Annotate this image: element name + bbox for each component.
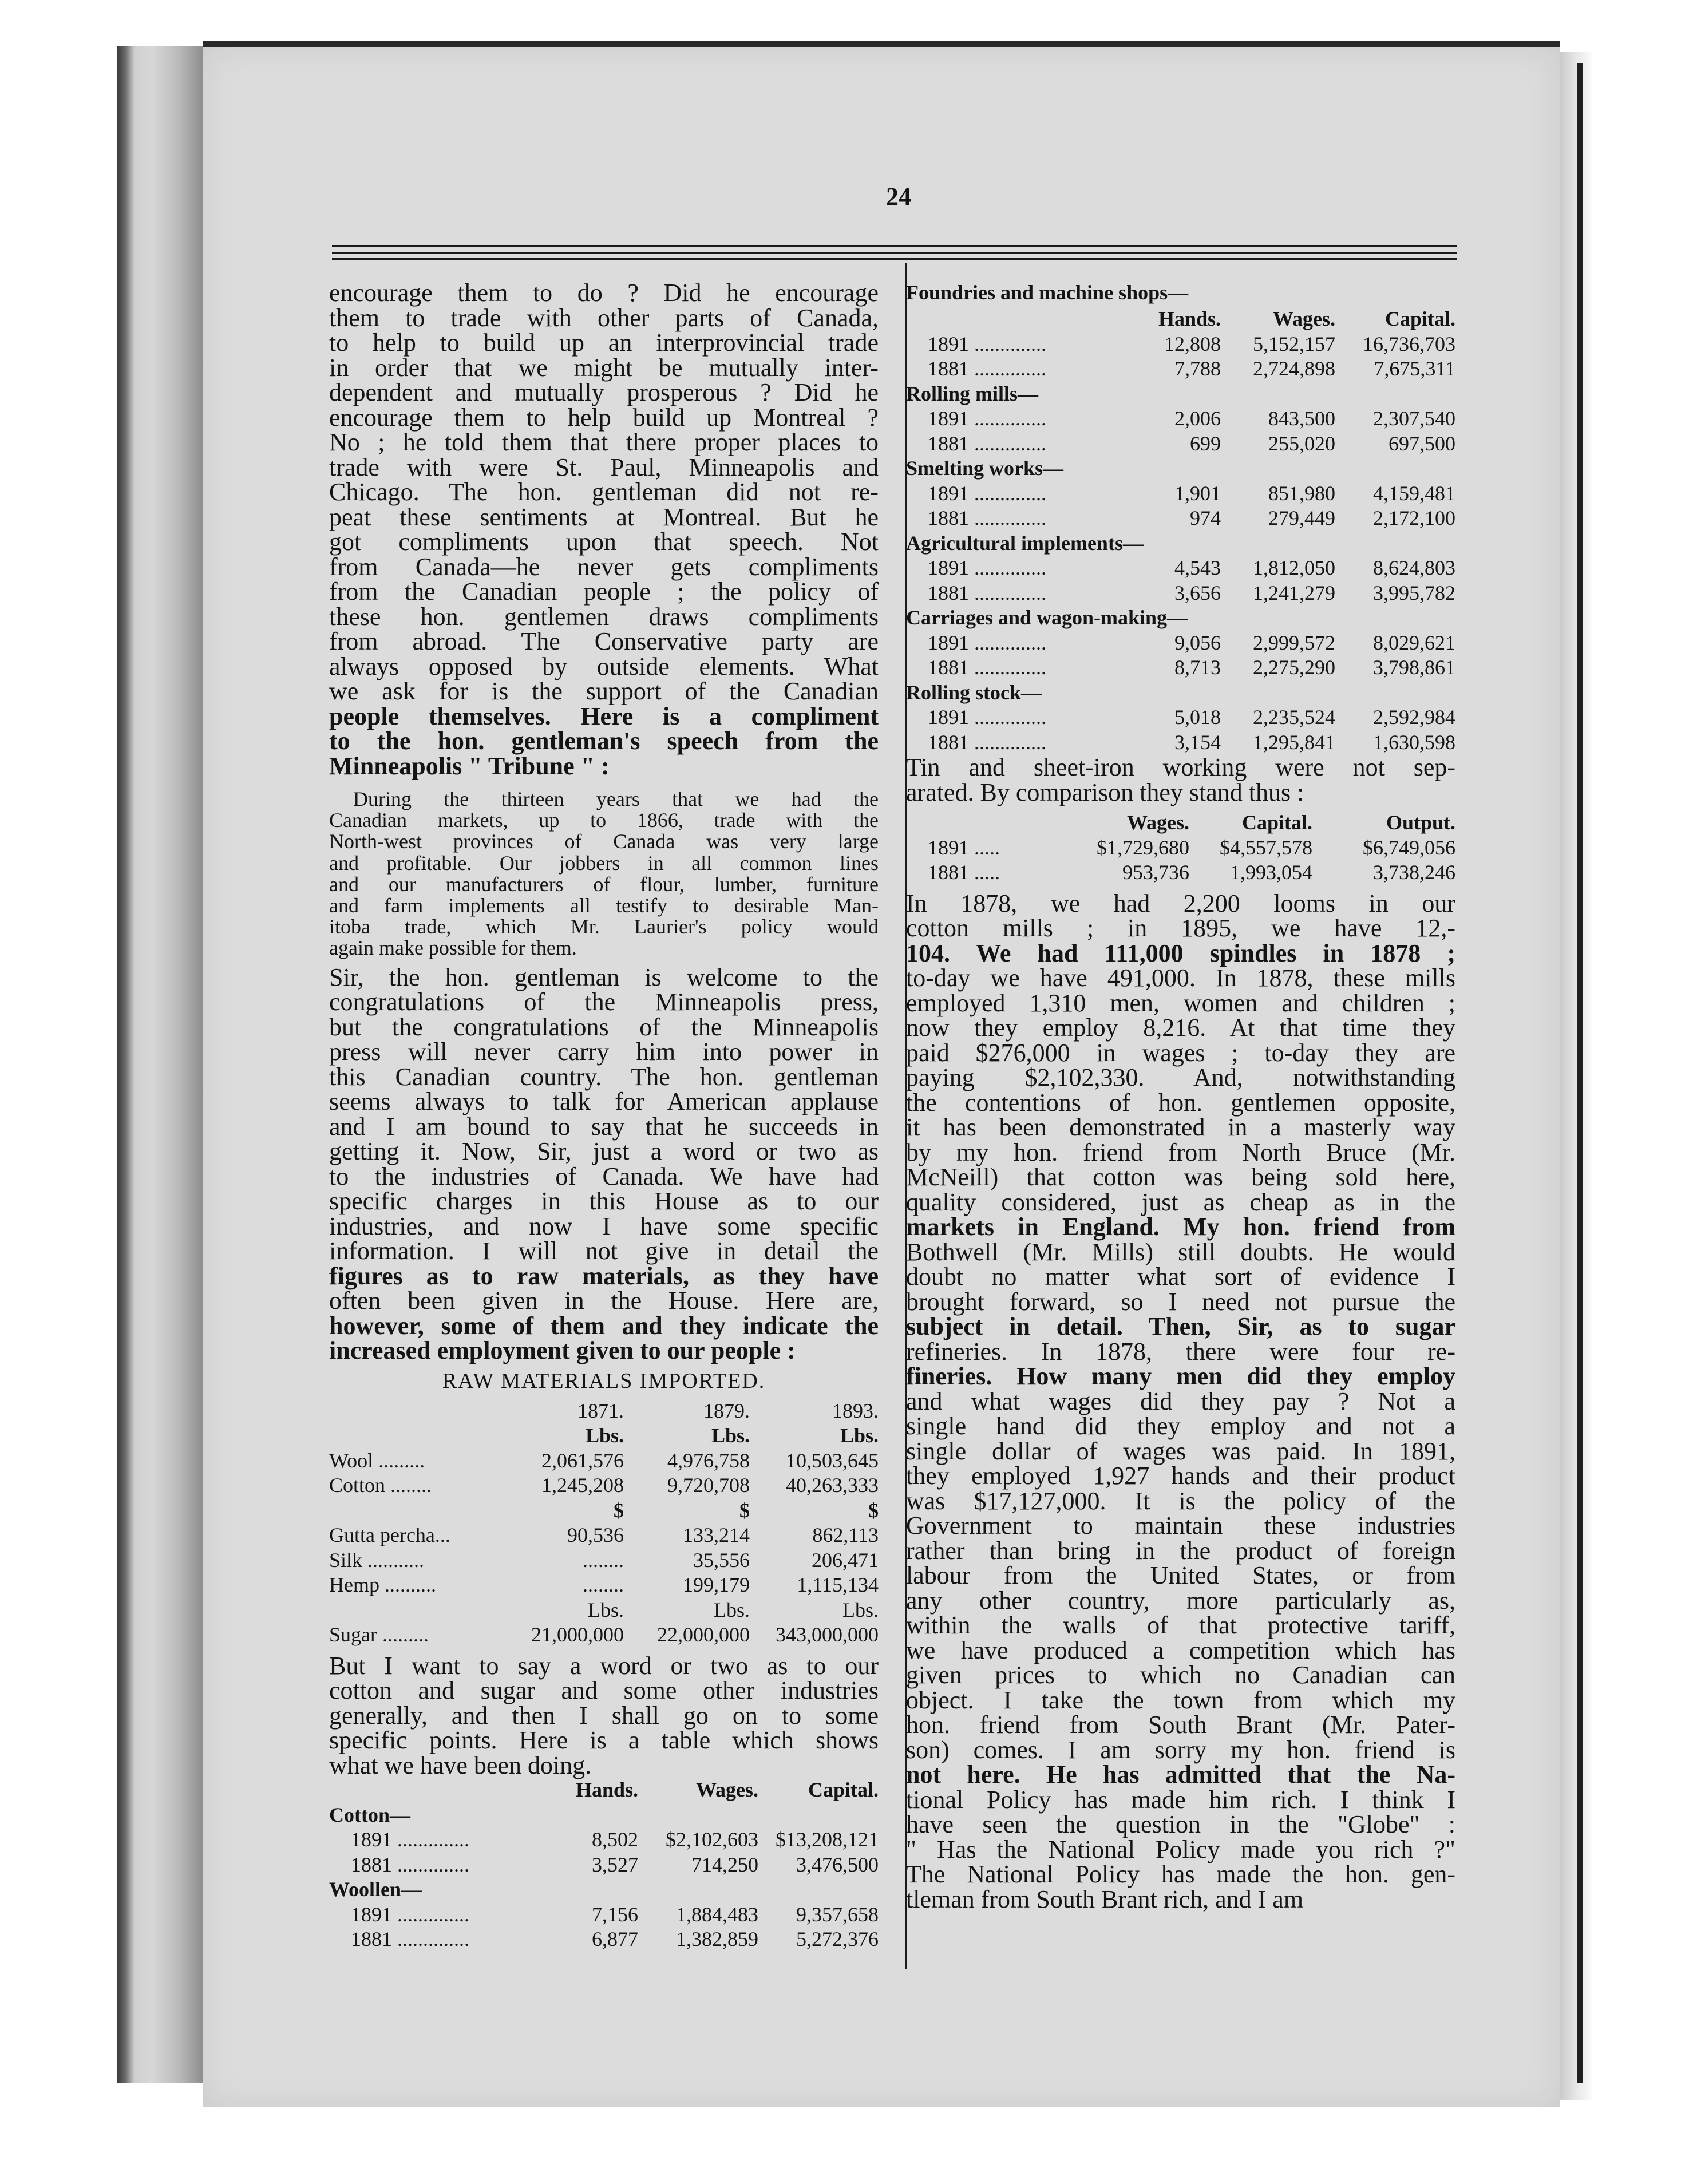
table-row	[906, 631, 1455, 656]
text-line: congratulations of the Minneapolis press,	[329, 988, 879, 1016]
table-cell: 851,980	[1268, 481, 1335, 505]
text-line: to the industries of Canada. We have had	[329, 1162, 879, 1190]
text-line: Tin and sheet-iron working were not sep-	[906, 753, 1455, 781]
scan-margin	[0, 0, 109, 2184]
column-header: Hands.	[575, 1778, 638, 1801]
section-row	[906, 456, 1455, 481]
row-label: 1881 ..............	[928, 730, 1046, 754]
text-line: and our manufacturers of flour, lumber, furniture	[329, 872, 879, 896]
table-cell: 8,624,803	[1373, 556, 1455, 579]
tin-header-row	[906, 810, 1455, 836]
table-cell: 279,449	[1268, 507, 1335, 529]
column-header: Wages.	[1272, 307, 1335, 330]
text-line: fineries. How many men did they employ	[906, 1362, 1455, 1390]
table-cell: 6,877	[592, 1928, 638, 1950]
table-cell: 1,884,483	[676, 1902, 758, 1926]
text-line: now they employ 8,216. At that time they	[906, 1014, 1455, 1042]
row-label: 1891 ..............	[928, 556, 1046, 579]
row-label: 1891 ..............	[928, 631, 1046, 654]
text-line: encourage them to do ? Did he encourage	[329, 279, 879, 307]
table-cell: $4,557,578	[1220, 836, 1312, 859]
row-label: 1881 ..............	[351, 1853, 469, 1876]
text-line: North-west provinces of Canada was very large	[329, 830, 879, 853]
text-line: given prices to which no Canadian can	[906, 1661, 1455, 1689]
table-cell: 7,788	[1174, 357, 1221, 380]
section-title: Agricultural implements—	[906, 531, 1144, 555]
unit-label: Lbs.	[711, 1424, 750, 1447]
row-label: 1881 ..............	[928, 656, 1046, 679]
text-line: hon. friend from South Brant (Mr. Pater-	[906, 1711, 1455, 1739]
text-line: information. I will not give in detail the	[329, 1237, 879, 1265]
year-header: 1893.	[832, 1399, 879, 1422]
text-line: itoba trade, which Mr. Laurier's policy would	[329, 915, 879, 939]
header-rule-bottom	[332, 258, 1457, 260]
column-header: Wages.	[1126, 811, 1189, 834]
text-line: to-day we have 491,000. In 1878, these mills	[906, 964, 1455, 992]
table-cell: 10,503,645	[786, 1449, 879, 1472]
text-line: increased employment given to our people :	[329, 1336, 796, 1364]
unit-row	[329, 1423, 879, 1449]
row-label: 1891 ..............	[928, 407, 1046, 430]
table-cell: 1,115,134	[797, 1573, 879, 1596]
text-line: paying $2,102,330. And, notwithstanding	[906, 1063, 1455, 1091]
text-line: from Canada—he never gets compliments	[329, 552, 879, 581]
table-cell: 3,738,246	[1373, 861, 1455, 884]
text-line: No ; he told them that there proper places to	[329, 428, 879, 456]
section-row	[329, 1877, 879, 1902]
text-line: these hon. gentlemen draws compliments	[329, 602, 879, 631]
tribune-quote	[329, 789, 879, 959]
text-line: tional Policy has made him rich. I think I	[906, 1785, 1455, 1814]
page-number: 24	[886, 183, 911, 211]
book-binding	[117, 46, 203, 2083]
table-row	[906, 730, 1455, 755]
raw-materials-title: RAW MATERIALS IMPORTED.	[442, 1368, 766, 1393]
text-line: and farm implements all testify to desirable Man-	[329, 893, 879, 917]
section-row	[906, 382, 1455, 407]
table-cell: 974	[1190, 507, 1221, 529]
text-line: Canadian markets, up to 1866, trade with the	[329, 809, 879, 832]
section-title: Smelting works—	[906, 457, 1064, 480]
row-label: 1891 ..............	[928, 481, 1046, 505]
text-line: specific charges in this House as to our	[329, 1187, 879, 1215]
text-line: paid $276,000 in wages ; to-day they are	[906, 1038, 1455, 1067]
section-title: Woollen—	[329, 1878, 422, 1901]
table-cell: 8,502	[592, 1828, 638, 1851]
row-label: 1881 ..............	[351, 1928, 469, 1950]
paragraph-1	[329, 280, 879, 778]
year-header-row	[329, 1399, 879, 1424]
text-line: object. I take the town from which my	[906, 1686, 1455, 1714]
text-line: by my hon. friend from North Bruce (Mr.	[906, 1138, 1455, 1166]
row-label: Hemp ..........	[329, 1573, 436, 1596]
table-cell: 35,556	[693, 1548, 750, 1572]
table-cell: 3,476,500	[796, 1853, 879, 1876]
table-row	[906, 506, 1455, 531]
text-line: cotton and sugar and some other industries	[329, 1676, 879, 1704]
text-line: single hand did they employ and not a	[906, 1412, 1455, 1440]
table-cell: 133,214	[683, 1524, 750, 1546]
text-line: to help to build up an interprovincial trade	[329, 329, 879, 357]
row-label: 1881 ..............	[928, 507, 1046, 529]
text-line: brought forward, so I need not pursue the	[906, 1287, 1455, 1316]
text-line: in order that we might be mutually inter-	[329, 353, 879, 382]
year-header: 1879.	[703, 1399, 750, 1422]
row-label: 1891 ..............	[351, 1828, 469, 1851]
table-cell: 2,172,100	[1373, 507, 1455, 529]
text-line: The National Policy has made the hon. gen-	[906, 1860, 1455, 1888]
table-cell: 9,720,708	[667, 1474, 750, 1497]
table-cell: 4,976,758	[667, 1449, 750, 1472]
table-cell: 2,006	[1174, 407, 1221, 430]
text-line: doubt no matter what sort of evidence I	[906, 1263, 1455, 1291]
text-line: them to trade with other parts of Canada,	[329, 303, 879, 332]
text-line: rather than bring in the product of foreign	[906, 1536, 1455, 1565]
text-line: industries, and now I have some specific	[329, 1212, 879, 1240]
table-row	[906, 332, 1455, 357]
text-line: again make possible for them.	[329, 936, 577, 960]
text-line: specific points. Here is a table which shows	[329, 1726, 879, 1754]
section-row	[906, 680, 1455, 706]
right-column	[906, 280, 1455, 1912]
table-cell: 5,272,376	[796, 1928, 879, 1950]
section-row	[906, 531, 1455, 556]
table-cell: $6,749,056	[1363, 836, 1455, 859]
table-cell: $13,208,121	[776, 1828, 879, 1851]
row-label: 1891 ..............	[928, 706, 1046, 729]
table-row	[329, 1573, 879, 1598]
text-line: trade with were St. Paul, Minneapolis and	[329, 453, 879, 481]
table-row	[906, 432, 1455, 457]
section-row	[906, 606, 1455, 631]
table-cell: 8,029,621	[1373, 631, 1455, 654]
industry-header-row	[906, 307, 1455, 332]
table-cell: 9,357,658	[796, 1902, 879, 1926]
text-line: and profitable. Our jobbers in all common lines	[329, 851, 879, 875]
unit-label: $	[868, 1498, 879, 1522]
table-cell: $2,102,603	[666, 1828, 758, 1851]
table-row	[906, 481, 1455, 507]
text-line: was $17,127,000. It is the policy of the	[906, 1486, 1455, 1515]
table-cell: 1,241,279	[1253, 581, 1335, 604]
table-cell: 16,736,703	[1363, 332, 1455, 355]
text-line: what we have been doing.	[329, 1751, 592, 1779]
table-cell: 697,500	[1389, 432, 1455, 455]
text-line: In 1878, we had 2,200 looms in our	[906, 889, 1455, 917]
table-cell: 255,020	[1268, 432, 1335, 455]
text-line: we have produced a competition which has	[906, 1636, 1455, 1664]
text-line: Bothwell (Mr. Mills) still doubts. He would	[906, 1237, 1455, 1266]
table-cell: 4,159,481	[1373, 481, 1455, 505]
raw-materials-table	[329, 1399, 879, 1648]
text-line: have seen the question in the "Globe" :	[906, 1810, 1455, 1838]
text-line: McNeill) that cotton was being sold here,	[906, 1163, 1455, 1191]
text-line: it has been demonstrated in a masterly way	[906, 1113, 1455, 1141]
table-cell: 3,995,782	[1373, 581, 1455, 604]
text-line: but the congratulations of the Minneapolis	[329, 1012, 879, 1041]
text-line: Government to maintain these industries	[906, 1512, 1455, 1540]
left-column	[329, 280, 879, 1952]
table-cell: 343,000,000	[776, 1623, 879, 1646]
text-line: and what wages did they pay ? Not a	[906, 1387, 1455, 1415]
table-cell: 3,527	[592, 1853, 638, 1876]
column-header: Capital.	[1241, 811, 1312, 834]
row-label: Silk ...........	[329, 1548, 425, 1572]
text-line: people themselves. Here is a compliment	[329, 702, 879, 730]
text-line: arated. By comparison they stand thus :	[906, 778, 1304, 806]
table-cell: 5,018	[1174, 706, 1221, 729]
text-line: labour from the United States, or from	[906, 1561, 1455, 1589]
paragraph-2	[329, 965, 879, 1363]
table-cell: 4,543	[1174, 556, 1221, 579]
table-cell: ........	[583, 1548, 624, 1572]
row-label: Gutta percha...	[329, 1524, 450, 1546]
row-label: 1881 ..............	[928, 432, 1046, 455]
table-cell: 2,275,290	[1253, 656, 1335, 679]
column-header: Output.	[1386, 811, 1455, 834]
table-row	[906, 406, 1455, 432]
text-line: often been given in the House. Here are,	[329, 1287, 879, 1315]
table-cell: 2,592,984	[1373, 706, 1455, 729]
table-row	[329, 1902, 879, 1928]
row-label: 1891 .....	[928, 836, 1000, 859]
section-row	[329, 1803, 879, 1828]
text-line: and I am bound to say that he succeeds in	[329, 1112, 879, 1141]
column-header: Wages.	[695, 1778, 758, 1801]
industry-header-row	[329, 1778, 879, 1803]
row-label: Wool .........	[329, 1449, 425, 1472]
table-cell: 1,630,598	[1373, 730, 1455, 754]
unit-label: $	[614, 1498, 624, 1522]
text-line: tleman from South Brant rich, and I am	[906, 1885, 1304, 1913]
table-row	[329, 1449, 879, 1474]
row-label: 1881 .....	[928, 861, 1000, 884]
text-line: this Canadian country. The hon. gentleman	[329, 1062, 879, 1091]
text-line: 104. We had 111,000 spindles in 1878 ;	[906, 939, 1455, 967]
header-rule-middle	[332, 252, 1457, 254]
table-cell: 1,993,054	[1230, 861, 1312, 884]
section-title: Rolling stock—	[906, 680, 1042, 704]
text-line: Sir, the hon. gentleman is welcome to the	[329, 963, 879, 991]
table-cell: 1,382,859	[676, 1928, 758, 1950]
table-cell: 21,000,000	[531, 1623, 624, 1646]
row-label: 1891 ..............	[351, 1902, 469, 1926]
section-title: Carriages and wagon-making—	[906, 606, 1188, 629]
table-cell: 843,500	[1268, 407, 1335, 430]
unit-label: Lbs.	[842, 1598, 879, 1621]
row-label: 1881 ..............	[928, 357, 1046, 380]
left-industry-table	[329, 1778, 879, 1952]
text-line: employed 1,310 men, women and children ;	[906, 988, 1455, 1017]
table-cell: 3,154	[1174, 730, 1221, 754]
table-cell: 2,061,576	[541, 1449, 624, 1472]
table-cell: 22,000,000	[657, 1623, 750, 1646]
text-line: cotton mills ; in 1895, we have 12,-	[906, 914, 1455, 942]
text-line: Minneapolis " Tribune " :	[329, 751, 610, 780]
table-row	[906, 655, 1455, 680]
table-cell: 953,736	[1122, 861, 1189, 884]
table-cell: 2,999,572	[1253, 631, 1335, 654]
unit-label: Lbs.	[585, 1424, 624, 1447]
text-line: seems always to talk for American applause	[329, 1087, 879, 1115]
row-label: 1881 ..............	[928, 581, 1046, 604]
table-row	[329, 1523, 879, 1548]
section-title: Cotton—	[329, 1803, 410, 1826]
table-row	[906, 581, 1455, 606]
section-title: Foundries and machine shops—	[906, 281, 1189, 304]
unit-label: $	[739, 1498, 750, 1522]
table-row	[329, 1473, 879, 1498]
section-title: Rolling mills—	[906, 382, 1039, 405]
text-line: Chicago. The hon. gentleman did not re-	[329, 478, 879, 506]
table-cell: 7,675,311	[1374, 357, 1455, 380]
column-header: Capital.	[808, 1778, 879, 1801]
text-line: During the thirteen years that we had the	[353, 788, 879, 810]
text-line: always opposed by outside elements. What	[329, 652, 879, 680]
text-line: single dollar of wages was paid. In 1891,	[906, 1437, 1455, 1465]
table-row	[329, 1927, 879, 1952]
paragraph-4	[906, 891, 1455, 1912]
table-cell: 5,152,157	[1253, 332, 1335, 355]
right-industry-table	[906, 307, 1455, 755]
text-line: figures as to raw materials, as they have	[329, 1261, 879, 1290]
table-cell: $1,729,680	[1097, 836, 1189, 859]
text-line: not here. He has admitted that the Na-	[906, 1760, 1455, 1789]
unit-label: Lbs.	[840, 1424, 879, 1447]
table-row	[906, 860, 1455, 885]
table-cell: 12,808	[1164, 332, 1221, 355]
table-cell: 3,656	[1174, 581, 1221, 604]
text-line: we ask for is the support of the Canadian	[329, 677, 879, 705]
text-line: they employed 1,927 hands and their product	[906, 1462, 1455, 1490]
unit-label: Lbs.	[714, 1598, 750, 1621]
table-cell: 8,713	[1174, 656, 1221, 679]
row-label: Sugar .........	[329, 1623, 429, 1646]
unit-row	[329, 1498, 879, 1524]
text-line: peat these sentiments at Montreal. But he	[329, 503, 879, 531]
table-row	[329, 1623, 879, 1648]
table-row	[906, 556, 1455, 581]
text-line: subject in detail. Then, Sir, as to sugar	[906, 1312, 1455, 1340]
text-line: But I want to say a word or two as to our	[329, 1651, 879, 1680]
unit-row	[329, 1598, 879, 1623]
year-header: 1871.	[577, 1399, 624, 1422]
table-cell: 206,471	[812, 1548, 879, 1572]
unit-label: Lbs.	[588, 1598, 624, 1621]
paragraph-3	[329, 1653, 879, 1778]
table-cell: 2,307,540	[1373, 407, 1455, 430]
table-cell: 699	[1190, 432, 1221, 455]
text-line: from the Canadian people ; the policy of	[329, 577, 879, 606]
table-cell: 1,295,841	[1253, 730, 1335, 754]
header-rule-top	[332, 245, 1457, 247]
text-line: from abroad. The Conservative party are	[329, 627, 879, 655]
right-page-edge	[1577, 63, 1583, 2083]
column-header: Capital.	[1384, 307, 1455, 330]
table-cell: 199,179	[683, 1573, 750, 1596]
table-cell: 7,156	[592, 1902, 638, 1926]
table-cell: 1,812,050	[1253, 556, 1335, 579]
table-cell: 90,536	[567, 1524, 624, 1546]
text-line: any other country, more particularly as,	[906, 1586, 1455, 1615]
text-line: " Has the National Policy made you rich ?"	[906, 1835, 1455, 1863]
table-row	[329, 1827, 879, 1853]
tin-table	[906, 810, 1455, 885]
table-cell: 40,263,333	[786, 1474, 879, 1497]
table-cell: 1,245,208	[541, 1474, 624, 1497]
text-line: press will never carry him into power in	[329, 1038, 879, 1066]
text-line: markets in England. My hon. friend from	[906, 1213, 1455, 1241]
table-row	[906, 705, 1455, 730]
table-cell: 3,798,861	[1373, 656, 1455, 679]
table-row	[329, 1853, 879, 1878]
text-line: quality considered, just as cheap as in the	[906, 1188, 1455, 1216]
tin-paragraph	[906, 755, 1455, 805]
text-line: son) comes. I am sorry my hon. friend is	[906, 1735, 1455, 1764]
row-label: 1891 ..............	[928, 332, 1046, 355]
text-line: to the hon. gentleman's speech from the	[329, 727, 879, 755]
row-label: Cotton ........	[329, 1474, 432, 1497]
column-header: Hands.	[1158, 307, 1221, 330]
table-cell: 9,056	[1174, 631, 1221, 654]
table-cell: 2,724,898	[1253, 357, 1335, 380]
table-cell: 1,901	[1174, 481, 1221, 505]
table-cell: 714,250	[691, 1853, 758, 1876]
table-row	[906, 357, 1455, 382]
table-row	[906, 836, 1455, 861]
text-line: got compliments upon that speech. Not	[329, 528, 879, 556]
text-line: within the walls of that protective tariff,	[906, 1611, 1455, 1639]
table-cell: 2,235,524	[1253, 706, 1335, 729]
text-line: however, some of them and they indicate the	[329, 1311, 879, 1340]
table-row	[329, 1548, 879, 1573]
table-cell: ........	[583, 1573, 624, 1596]
text-line: refineries. In 1878, there were four re-	[906, 1337, 1455, 1366]
text-line: dependent and mutually prosperous ? Did he	[329, 378, 879, 406]
table-cell: 862,113	[812, 1524, 879, 1546]
text-line: getting it. Now, Sir, just a word or two as	[329, 1137, 879, 1165]
text-line: encourage them to help build up Montreal ?	[329, 403, 879, 432]
text-line: the contentions of hon. gentlemen opposite,	[906, 1088, 1455, 1117]
text-line: generally, and then I shall go on to some	[329, 1701, 879, 1730]
